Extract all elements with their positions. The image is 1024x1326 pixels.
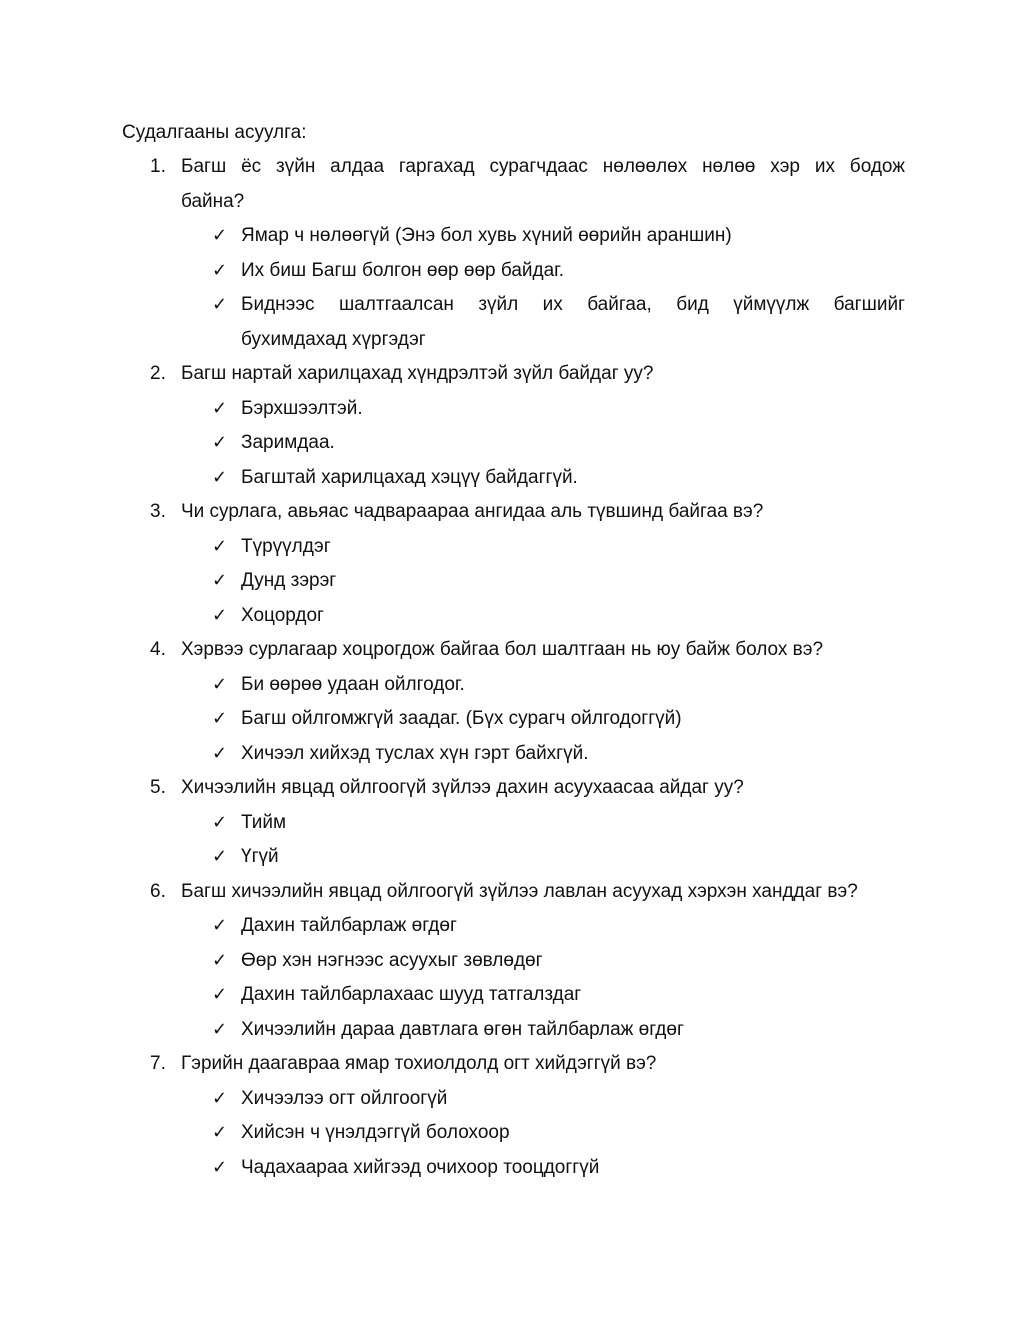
checkmark-icon: ✓ <box>212 259 228 281</box>
survey-heading: Судалгааны асуулга: <box>122 122 307 143</box>
checkmark-icon: ✓ <box>212 1018 228 1040</box>
answer-option: Биднээс шалтгаалсан зүйл их байгаа, бид үймүүлж багшийг <box>241 294 905 315</box>
answer-option: Хичээл хийхэд туслах хүн гэрт байхгүй. <box>241 742 589 764</box>
checkmark-icon: ✓ <box>212 708 228 729</box>
checkmark-icon: ✓ <box>212 294 228 315</box>
answer-option: Хийсэн ч үнэлдэггүй болохоор <box>241 1122 510 1143</box>
answer-option: Багш ойлгомжгүй заадаг. (Бүх сурагч ойлгодоггүй) <box>241 708 682 729</box>
answer-option: Түрүүлдэг <box>241 535 331 557</box>
checkmark-icon: ✓ <box>212 1156 228 1178</box>
question-number: 5. <box>150 777 166 798</box>
question-number: 1. <box>150 156 166 177</box>
checkmark-icon: ✓ <box>212 570 228 591</box>
answer-option: Ямар ч нөлөөгүй (Энэ бол хувь хүний өөрийн араншин) <box>241 225 732 246</box>
answer-option: Хоцордог <box>241 604 324 626</box>
question-text: Багш ёс зүйн алдаа гаргахад сурагчдаас нөлөөлөх нөлөө хэр их бодож <box>181 156 905 177</box>
answer-option-continued: бухимдахад хүргэдэг <box>241 328 426 350</box>
answer-option: Чадахаараа хийгээд очихоор тооцдоггүй <box>241 1156 600 1178</box>
question-text-continued: байна? <box>181 190 245 212</box>
answer-option: Багштай харилцахад хэцүү байдаггүй. <box>241 466 578 488</box>
question-number: 4. <box>150 639 166 660</box>
checkmark-icon: ✓ <box>212 1087 228 1109</box>
answer-option: Дахин тайлбарлаж өгдөг <box>241 915 457 936</box>
question-number: 7. <box>150 1053 166 1074</box>
answer-option: Өөр хэн нэгнээс асуухыг зөвлөдөг <box>241 949 543 971</box>
answer-option: Дунд зэрэг <box>241 570 337 591</box>
answer-option: Үгүй <box>241 846 279 867</box>
question-text: Гэрийн даагавраа ямар тохиолдолд огт хийдэггүй вэ? <box>181 1053 657 1074</box>
checkmark-icon: ✓ <box>212 466 228 488</box>
checkmark-icon: ✓ <box>212 432 228 453</box>
checkmark-icon: ✓ <box>212 397 228 419</box>
question-text: Багш хичээлийн явцад ойлгоогүй зүйлээ лавлан асуухад хэрхэн ханддаг вэ? <box>181 880 858 902</box>
question-number: 6. <box>150 880 166 902</box>
checkmark-icon: ✓ <box>212 742 228 764</box>
checkmark-icon: ✓ <box>212 984 228 1005</box>
checkmark-icon: ✓ <box>212 604 228 626</box>
checkmark-icon: ✓ <box>212 811 228 833</box>
answer-option: Заримдаа. <box>241 432 335 453</box>
checkmark-icon: ✓ <box>212 846 228 867</box>
question-number: 2. <box>150 363 166 384</box>
question-text: Хичээлийн явцад ойлгоогүй зүйлээ дахин асуухаасаа айдаг уу? <box>181 777 744 798</box>
answer-option: Тийм <box>241 811 287 833</box>
question-number: 3. <box>150 501 166 522</box>
answer-option: Би өөрөө удаан ойлгодог. <box>241 673 465 695</box>
answer-option: Их биш Багш болгон өөр өөр байдаг. <box>241 259 565 281</box>
checkmark-icon: ✓ <box>212 949 228 971</box>
checkmark-icon: ✓ <box>212 535 228 557</box>
question-text: Багш нартай харилцахад хүндрэлтэй зүйл байдаг уу? <box>181 363 654 384</box>
answer-option: Хичээлийн дараа давтлага өгөн тайлбарлаж өгдөг <box>241 1018 684 1040</box>
checkmark-icon: ✓ <box>212 1122 228 1143</box>
answer-option: Хичээлээ огт ойлгоогүй <box>241 1087 448 1109</box>
checkmark-icon: ✓ <box>212 673 228 695</box>
checkmark-icon: ✓ <box>212 915 228 936</box>
answer-option: Бэрхшээлтэй. <box>241 397 363 419</box>
question-text: Хэрвээ сурлагаар хоцрогдож байгаа бол шалтгаан нь юу байж болох вэ? <box>181 639 824 660</box>
question-text: Чи сурлага, авьяас чадвараараа ангидаа аль түвшинд байгаа вэ? <box>181 501 764 522</box>
answer-option: Дахин тайлбарлахаас шууд татгалздаг <box>241 984 582 1005</box>
checkmark-icon: ✓ <box>212 225 228 246</box>
